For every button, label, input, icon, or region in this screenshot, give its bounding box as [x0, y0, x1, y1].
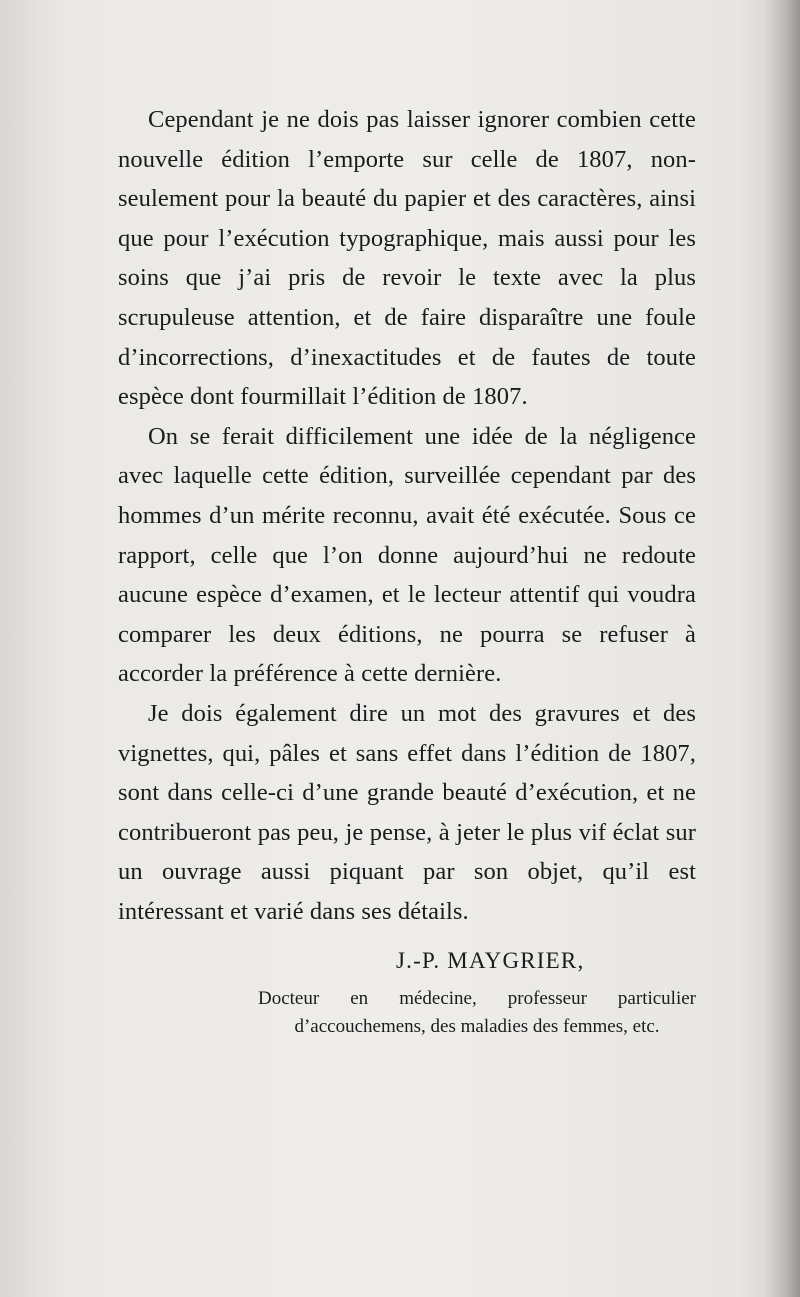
paragraph-1: Cependant je ne dois pas laisser ignorer combien cette nouvelle édition l’emporte sur celle de 1807, non-seulement pour la beauté du papier et des caractères, ainsi que pour l’exécution typographique, mais aussi pour les soins que j’ai pris de revoir le texte avec la plus scrupuleuse attention, et de faire disparaître une foule d’incorrections, d’inexactitudes et de fautes de toute espèce dont fourmillait l’édition de 1807. — [118, 106, 696, 411]
page-edge-shadow — [764, 0, 800, 1297]
paragraph-2: On se ferait difficilement une idée de la négligence avec laquelle cette édition, surveillée cependant par des hommes d’un mérite reconnu, avait été exécutée. Sous ce rapport, celle que l’on donne aujourd’hui ne redoute aucune espèce d’examen, et le lecteur attentif qui voudra comparer les deux éditions, ne pourra se refuser à accorder la préférence à cette dernière. — [118, 422, 696, 688]
signature-block — [118, 945, 696, 1041]
signature-title: Docteur en médecine, professeur particulier d’accouchemens, des maladies des femmes, etc. — [258, 988, 696, 1037]
signature-name: J.-P. MAYGRIER, — [396, 948, 585, 973]
paragraph-3: Je dois également dire un mot des gravures et des vignettes, qui, pâles et sans effet dans l’édition de 1807, sont dans celle-ci d’une grande beauté d’exécution, et ne contribueront pas peu, je pense, à jeter le plus vif éclat sur un ouvrage aussi piquant par son objet, qu’il est intéressant et varié dans ses détails. — [118, 699, 696, 925]
page-text-block — [118, 100, 696, 1037]
